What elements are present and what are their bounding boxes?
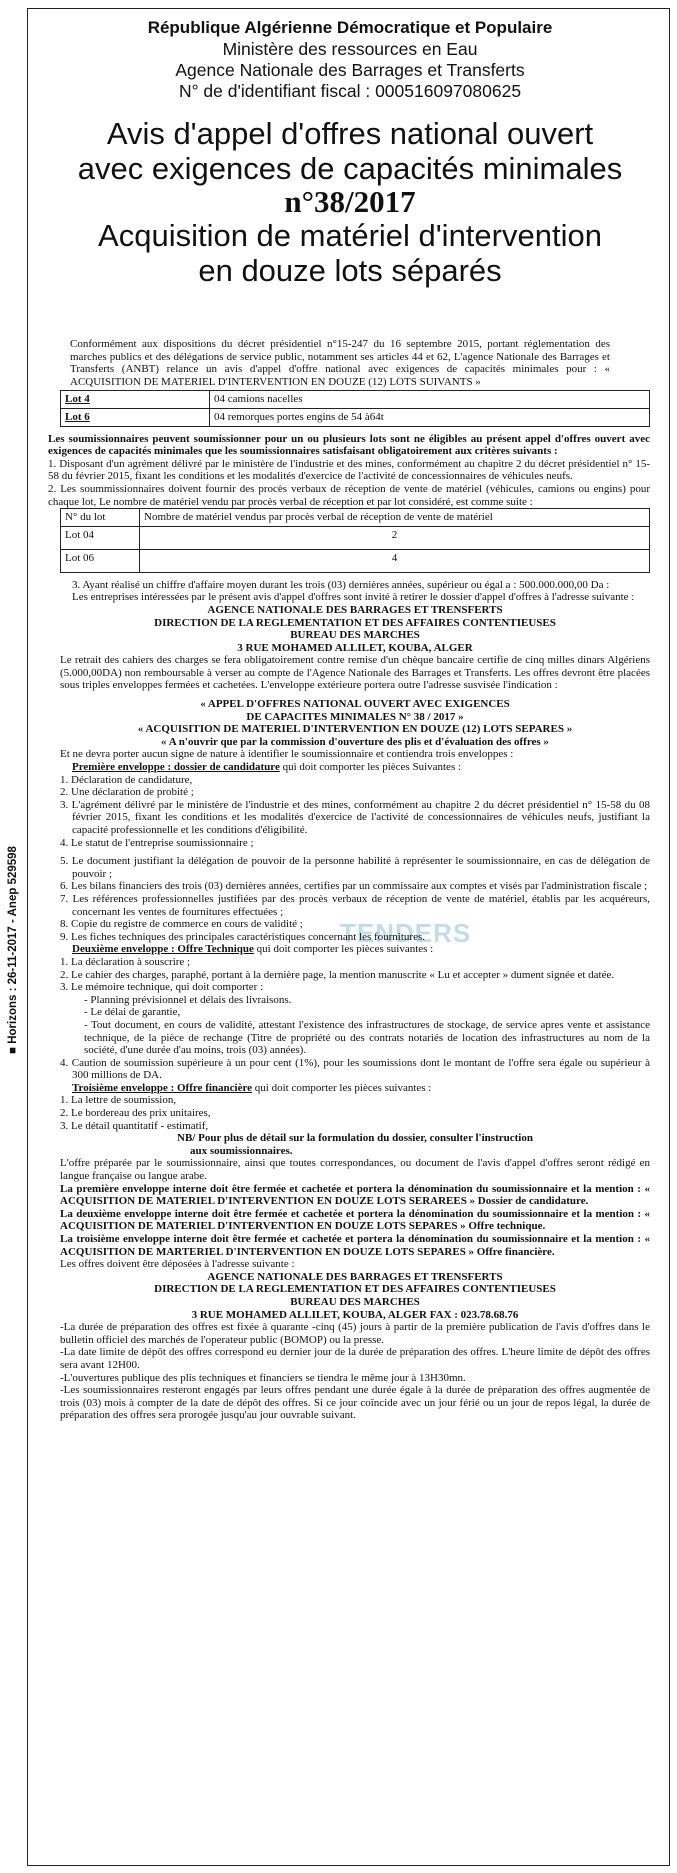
final-paragraph-2: -La date limite de dépôt des offres correspond eu dernier jour de la durée de préparation des offres. L'heure limite de dépôt des offres sera avant 12H00. [60,1346,650,1371]
address1-line3: BUREAU DES MARCHES [290,629,420,642]
envelope2-title: Deuxième enveloppe : Offre Technique [72,943,254,956]
notice-title-line2: avec exigences de capacités minimales [77,151,623,186]
envelope2-item: 1. La déclaration à souscrire ; [60,955,191,968]
envelope1-item: 4. Le statut de l'entreprise soumissionnaire ; [60,836,254,849]
lot-cell: Lot 4 [61,391,210,409]
address1-line4: 3 RUE MOHAMED ALLILET, KOUBA, ALGER [237,641,473,654]
envelope2-item: 2. Le cahier des charges, paraphé, portant à la dernière page, la mention manuscrite « Lu et accepter » dument signée et datée. [60,968,615,981]
agency-line: Agence Nationale des Barrages et Transferts [175,60,525,80]
table-header-cell: Nombre de matériel vendus par procès verbal de réception de vente de matériel [140,509,650,527]
envelope3-title: Troisième enveloppe : Offre financière [72,1081,253,1094]
notice-title-line4: en douze lots séparés [198,253,502,288]
envelope1-item: 6. Les bilans financiers des trois (03) dernières années, certifies par un commissaire aux comptes et visés par l'administration fiscale ; [60,880,648,893]
outer-envelope-line2: DE CAPACITES MINIMALES N° 38 / 2017 » [246,710,464,723]
withdraw-intro: Les entreprises intéressées par le présent avis d'appel d'offres sont invité à retirer le dossier d'appel d'offres à l'adresse suivante : [72,591,635,604]
final-paragraph-1: -La durée de préparation des offres est fixée à quarante -cinq (45) jours à partir de la première publication de l'avis d'offres dans le bulletin officiel des marchés de l'operateur public (BOMOP) ou la presse. [60,1321,650,1346]
table-cell: 4 [140,549,650,572]
envelope1-heading [60,761,650,774]
table-row [61,509,650,527]
inner-envelope-3: La troisième enveloppe interne doit être fermée et cachetée et portera la dénomination du soumissionnaire et la mention : « ACQUISITION DE MARTERIEL D'INTERVENTION EN DOUZE LOTS SEPARES » Offre financière. [60,1233,650,1258]
republic-line: République Algérienne Démocratique et Populaire [147,18,553,37]
address1-line2: DIRECTION DE LA REGLEMENTATION ET DES AFFAIRES CONTENTIEUSES [154,616,556,629]
notice-number: n°38/2017 [284,184,416,219]
envelope2-subitem: - Le délai de garantie, [84,1006,181,1019]
eligibility-paragraph: Les soumissionnaires peuvent soumissionner pour un ou plusieurs lots sont ne éligibles au présent appel d'offres ouvert avec exigences de capacités minimales que les soumissionnaires satisfaisant obligatoirement aux critères suivants : [48,432,650,458]
outer-envelope-line1: « APPEL D'OFFRES NATIONAL OUVERT AVEC EXIGENCES [200,698,510,711]
inner-envelope-2: La deuxième enveloppe interne doit être fermée et cachetée et portera la dénomination du soumissionnaire et la mention : « ACQUISITION DE MATERIEL D'INTERVENTION EN DOUZE LOTS SEPARES » Offre technique. [60,1207,650,1233]
envelope1-item: 8. Copie du registre de commerce en cours de validité ; [60,918,303,931]
language-paragraph: L'offre préparée par le soumissionnaire, ainsi que toutes correspondances, ou document de l'avis d'appel d'offres seront rédigé en langue française ou langue arabe. [60,1157,650,1183]
criterion-3: 3. Ayant réalisé un chiffre d'affaire moyen durant les trois (03) dernières années, supérieur ou égal a : 500.000.000,00 Da : [72,578,610,591]
criterion-2: 2. Les soummissionnaires doivent fournir des procès verbaux de réception de vente de matériel (véhicules, camions ou engins) pour chaque lot, Le nombre de matériel vendu par procès verbal de réception et par lot considéré, est comme suite : [48,482,650,508]
outer-envelope-line4: « A n'ouvrir que par la commission d'ouverture des plis et d'évaluation des offres » [161,735,549,748]
deposit-intro: Les offres doivent être déposées à l'adresse suivante : [60,1258,295,1271]
nb-line1: NB/ Pour plus de détail sur la formulation du dossier, consulter l'instruction [177,1132,533,1145]
lot-desc-cell: 04 camions nacelles [210,391,650,409]
nb-line2: aux soumissionnaires. [190,1144,293,1157]
envelope2-item: 3. Le mémoire technique, qui doit comporter : [60,981,264,994]
envelope3-rest: qui doit comporter les pièces suivantes : [252,1081,432,1094]
envelope1-rest: qui doit comporter les pièces Suivantes : [279,761,462,774]
address2-line2: DIRECTION DE LA REGLEMENTATION ET DES AFFAIRES CONTENTIEUSES [154,1283,556,1296]
envelope1-item: 7. Les références professionnelles justifiées par des procès verbaux de réception de vente de matériel, établis par les acquéreurs, concernant les ventes de fournitures effectuées ; [60,892,650,918]
outer-envelope-line3: « ACQUISITION DE MATERIEL D'INTERVENTION EN DOUZE (12) LOTS SEPARES » [137,723,573,736]
lot-cell: Lot 6 [61,408,210,426]
fiscal-id-line: N° de d'identifiant fiscal : 000516097080625 [178,81,522,101]
envelope2-subitem: - Planning prévisionnel et délais des livraisons. [84,993,292,1006]
notice-body [48,338,650,1422]
criterion-1: 1. Disposant d'un agrément délivré par le ministère de l'industrie et des mines, conformément au chapitre 2 du décret présidentiel n° 15- 58 du février 2015, fixant les conditions et les modalités d'exercice de l'activité de concessionnaires de véhicules neufs. [48,457,650,483]
envelope2-item: 4. Caution de soumission supérieure à un pour cent (1%), pour les soumissions dont le montant de l'offre sera égale ou supérieur à 300 millions de DA. [60,1056,650,1082]
intro-paragraph: Conformément aux dispositions du décret présidentiel n°15-247 du 16 septembre 2015, portant réglementation des marches publics et des délégations de service public, notamment ses articles 44 et 62, L'agence Nationale des Barrages et Transferts (ANBT) relance un avis d'appel d'offre national avec exigences de capacités minimales pour : « ACQUISITION DE MATERIEL D'INTERVENTION EN DOUZE (12) LOTS SUIVANTS » [70,338,610,388]
lots-table [60,390,650,426]
envelope2-rest: qui doit comporter les pièces suivantes : [253,943,434,956]
envelope1-title: Première enveloppe : dossier de candidature [72,761,280,774]
withdraw-paragraph: Le retrait des cahiers des charges se fera obligatoirement contre remise d'un chèque bancaire certifie de cinq milles dinars Algériens (5.000,00DA) non remboursable à verser au compte de l'Agence Nationale des Barrages et Transferts. Les offres devront être placées sous triples enveloppes fermées et cachetées. L'enveloppe extérieure portera outre l'adresse susvisée l'indication : [60,654,650,692]
notice-title-line3: Acquisition de matériel d'intervention [98,218,602,253]
envelope2-heading [60,943,650,956]
lot-desc-cell: 04 remorques portes engins de 54 à64t [210,408,650,426]
ministry-line: Ministère des ressources en Eau [222,39,478,59]
notice-header [30,16,670,288]
side-label-text: ■ Horizons : 26-11-2017 - Anep 529598 [7,846,19,1054]
address2-line3: BUREAU DES MARCHES [290,1295,420,1308]
envelope3-item: 2. Le bordereau des prix unitaires, [60,1107,211,1120]
inner-envelope-1: La première enveloppe interne doit être fermée et cachetée et portera la dénomination du soumissionnaire et la mention : « ACQUISITION DE MATERIEL D'INTERVENTION EN DOUZE LOTS SERAREES » Dossier de candidature. [60,1182,650,1208]
outer-envelope-line5: Et ne devra porter aucun signe de nature à identifier le soumissionnaire et contiendra trois enveloppes : [60,748,514,761]
envelope1-item: 9. Les fiches techniques des principales caractéristiques concernant les fournitures. [60,930,425,943]
table-row [61,408,650,426]
envelope1-item: 3. L'agrément délivré par le ministère de l'industrie et des mines, conformément au chapitre 2 du décret présidentiel n° 15-58 du 08 février 2015, fixant les conditions et les modalités d'exercice de l'activité de concessionnaires de véhicules neufs, justifiant la capacité professionnelle et les conditions d'éligibilité. [60,798,650,836]
address1-line1: AGENCE NATIONALE DES BARRAGES ET TRENSFERTS [207,603,503,616]
side-publication-label [2,770,24,1130]
watermark-logo: TENDERS [340,918,472,948]
notice-title-line1: Avis d'appel d'offres national ouvert [106,116,594,151]
address2-line1: AGENCE NATIONALE DES BARRAGES ET TRENSFERTS [207,1270,503,1283]
final-paragraph-3: -L'ouvertures publique des plis techniques et financiers se tiendra le même jour à 13H30mn. [60,1371,466,1384]
table-cell: Lot 04 [61,526,140,549]
pv-table [60,508,650,573]
envelope1-item: 5. Le document justifiant la délégation de pouvoir de la personne habilité à représenter le soumissionnaire, en cas de délégation de pouvoir ; [60,855,650,880]
envelope3-item: 1. La lettre de soumission, [60,1094,177,1107]
table-row [61,391,650,409]
envelope2-subitem: - Tout document, en cours de validité, attestant l'existence des infrastructures de stockage, de service apres vente et assistance technique, de la pièce de rechange (Titre de propriété ou des contrats notariés de location des infrastructures au nom de la société, d'une durée d'au moins, trois (03) années). [84,1018,650,1057]
envelope1-item: 1. Déclaration de candidature, [60,773,193,786]
envelope3-item: 3. Le détail quantitatif - estimatif, [60,1119,209,1132]
envelope3-heading [60,1082,650,1095]
final-paragraph-4: -Les soumissionnaires resteront engagés par leurs offres pendant une durée égale à la durée de préparation des offres augmentée de trois (03) mois à compter de la date de dépôt des offres. Si ce jour coïncide avec un jour férié ou un jour de repos légal, la durée de préparation des offres sera prorogée jusqu'au jour ouvrable suivant. [60,1384,650,1422]
table-cell: Lot 06 [61,549,140,572]
table-header-cell: N° du lot [61,509,140,527]
address2-line4: 3 RUE MOHAMED ALLILET, KOUBA, ALGER FAX : 023.78.68.76 [191,1308,519,1321]
table-row [61,526,650,549]
table-row [61,549,650,572]
table-cell: 2 [140,526,650,549]
envelope1-item: 2. Une déclaration de probité ; [60,786,194,799]
